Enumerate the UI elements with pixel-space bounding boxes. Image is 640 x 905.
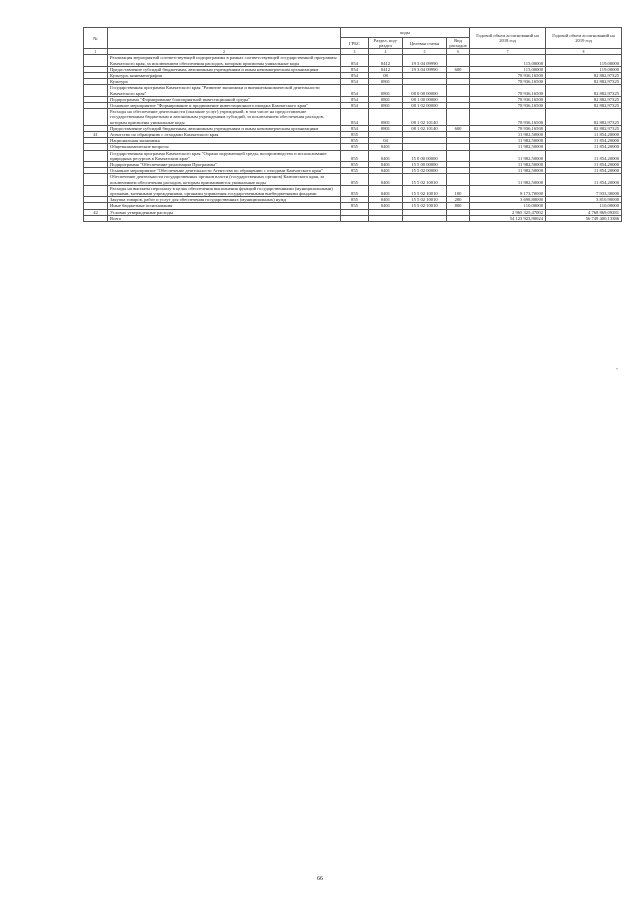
header-grbs: ГРБС [341,38,369,49]
header-row-1 [84,28,622,38]
cell-csr: 08 0 00 00000 [403,85,447,96]
cell-grbs: 854 [341,103,369,109]
cell-vol2019: 3 810,90000 [546,197,622,203]
table-row [84,174,622,185]
cell-name: Агентство по обращению с отходами Камчатского края [108,132,341,138]
column-index: 1 [84,49,108,55]
cell-csr: 19 3 04 09990 [403,55,447,66]
cell-name: Расходы на выплаты персоналу в целях обеспечения выполнения функций государственными (муниципальными) органами, казенными учреждениями, органами управления государственными внебюджетными фондами [108,185,341,196]
cell-no [84,215,108,221]
table-row [84,150,622,161]
cell-vol2019: 11 854,20000 [546,174,622,185]
cell-no [84,150,108,161]
cell-no [84,185,108,196]
table-row [84,132,622,138]
cell-vol2018: 3 698,80000 [470,197,546,203]
cell-vol2019: 11 854,20000 [546,138,622,144]
cell-csr: 08 1 00 00000 [403,96,447,102]
cell-vol2018: 11 982,50000 [470,174,546,185]
column-index: 2 [108,49,341,55]
cell-vr: 800 [447,203,470,209]
cell-grbs: 854 [341,109,369,126]
cell-csr: 15 5 02 10010 [403,185,447,196]
cell-vr: 600 [447,66,470,72]
cell-no: 42 [84,209,108,215]
cell-grbs: 854 [341,66,369,72]
cell-name: Государственная программа Камчатского края "Развитие экономики и внешнеэкономической деятельности Камчатского края" [108,85,341,96]
cell-razdel: 0801 [369,96,403,102]
header-csr: Целевая статья [403,38,447,49]
cell-no [84,85,108,96]
header-vol2019: Годовой объем ассигнований на 2019 год [546,28,622,49]
cell-vol2018: 78 936,16500 [470,85,546,96]
cell-name: Иные бюджетные ассигнования [108,203,341,209]
cell-vol2019: 11 854,20000 [546,168,622,174]
cell-razdel: 0401 [369,162,403,168]
table-row [84,185,622,196]
cell-grbs: 855 [341,144,369,150]
cell-vr: 100 [447,185,470,196]
cell-csr: 15 5 02 10010 [403,174,447,185]
cell-razdel: 0801 [369,125,403,131]
cell-grbs: 855 [341,203,369,209]
cell-csr: 15 5 02 10010 [403,197,447,203]
column-index: 3 [341,49,369,55]
cell-vol2019: 11 854,20000 [546,150,622,161]
cell-name: Всего [108,215,341,221]
cell-vol2018: 11 982,50000 [470,162,546,168]
table-row [84,66,622,72]
cell-vol2018: 78 936,16500 [470,96,546,102]
cell-csr: 15 5 02 00000 [403,168,447,174]
cell-razdel: 0412 [369,66,403,72]
cell-vol2018: 115,00000 [470,55,546,66]
cell-vr: 200 [447,197,470,203]
cell-vol2019: 82 882,97325 [546,73,622,79]
cell-vol2019: 119,00000 [546,66,622,72]
cell-vr [447,215,470,221]
cell-grbs [341,215,369,221]
header-vol2018: Годовой объем ассигнований на 2018 год [470,28,546,49]
header-name [108,28,341,49]
column-index: 6 [447,49,470,55]
cell-no: 41 [84,132,108,138]
cell-vr: 600 [447,125,470,131]
cell-csr: 08 1 02 10140 [403,125,447,131]
cell-razdel: 0401 [369,197,403,203]
header-vr: Вид расходов [447,38,470,49]
cell-name: Подпрограмма "Обеспечение реализации Программы" [108,162,341,168]
cell-name: Культура, кинематография [108,73,341,79]
cell-razdel: 0401 [369,144,403,150]
cell-grbs: 855 [341,150,369,161]
cell-vol2019: 82 882,97325 [546,79,622,85]
cell-vol2019: 7 933,30000 [546,185,622,196]
budget-table [83,27,622,222]
cell-vol2019: 82 882,97325 [546,125,622,131]
cell-vol2019: 11 854,20000 [546,132,622,138]
table-row [84,125,622,131]
cell-csr: 15 5 02 10010 [403,203,447,209]
cell-vol2018: 78 936,16500 [470,103,546,109]
cell-name: Общеэкономические вопросы [108,144,341,150]
page-number: 66 [317,876,323,882]
cell-grbs: 854 [341,125,369,131]
cell-vol2019: 82 882,97325 [546,85,622,96]
cell-name: Основное мероприятие "Формирование и продвижение инвестиционного имиджа Камчатского края" [108,103,341,109]
table-row [84,215,622,221]
cell-vr [447,150,470,161]
table-row [84,168,622,174]
cell-name: Национальная экономика [108,138,341,144]
cell-csr: 15 0 00 00000 [403,150,447,161]
column-index: 4 [369,49,403,55]
cell-vol2018: 78 936,16500 [470,125,546,131]
cell-name: Условно утвержденные расходы [108,209,341,215]
cell-grbs: 855 [341,174,369,185]
cell-razdel: 0401 [369,150,403,161]
cell-vol2019: 4 768 869,09281 [546,209,622,215]
cell-name: Основное мероприятие "Обеспечение деятельности Агентства по обращению с отходами Камчатского края" [108,168,341,174]
table-row [84,96,622,102]
cell-csr [403,215,447,221]
cell-razdel: 0401 [369,174,403,185]
cell-vol2018: 11 982,50000 [470,138,546,144]
cell-name: Расходы на обеспечение деятельности (оказание услуг) учреждений, в том числе на предоставление государственным бюджетным и автономным учреждениям субсидий, за исключением обеспечения расходов, которым присвоены уникальные коды [108,109,341,126]
cell-razdel: 0801 [369,109,403,126]
cell-razdel: 0401 [369,185,403,196]
cell-razdel: 0801 [369,85,403,96]
table-row [84,162,622,168]
table-row [84,103,622,109]
cell-no [84,55,108,66]
cell-csr: 15 5 00 00000 [403,162,447,168]
cell-grbs: 854 [341,85,369,96]
table-row [84,197,622,203]
cell-vol2019: 110,00000 [546,203,622,209]
cell-grbs: 855 [341,185,369,196]
cell-name: Предоставление субсидий бюджетным, автономным учреждениям и иным некоммерческим организациям [108,125,341,131]
cell-name: Культура [108,79,341,85]
cell-razdel: 0401 [369,203,403,209]
cell-razdel: 0801 [369,79,403,85]
table-row [84,203,622,209]
cell-name: Обеспечение деятельности государственных органов власти (государственных органов) Камчатского края, за исключением обеспечения расходов, которым присваиваются уникальные коды [108,174,341,185]
table-row [84,55,622,66]
cell-razdel [369,215,403,221]
cell-csr: 08 1 02 10140 [403,109,447,126]
cell-vol2018: 110,00000 [470,203,546,209]
cell-vol2019: 56 749 400,13386 [546,215,622,221]
cell-razdel: 0401 [369,168,403,174]
cell-grbs: 854 [341,73,369,79]
cell-vr [447,85,470,96]
column-index: 8 [546,49,622,55]
table-row [84,144,622,150]
cell-vol2018: 115,00000 [470,66,546,72]
cell-grbs: 854 [341,79,369,85]
cell-vr [447,109,470,126]
cell-vr [447,174,470,185]
cell-vr [447,55,470,66]
cell-grbs: 855 [341,168,369,174]
cell-vol2019: 82 882,97325 [546,96,622,102]
header-no: № [84,28,108,49]
cell-name: Предоставление субсидий бюджетным, автономным учреждениям и иным некоммерческим организациям [108,66,341,72]
cell-vol2018: 11 982,50000 [470,150,546,161]
cell-vol2018: 78 936,16500 [470,73,546,79]
cell-vol2019: 11 854,20000 [546,162,622,168]
header-codes: коды [341,28,470,38]
cell-name: Реализация мероприятий соответствующей подпрограммы в рамках соответствующей государственной программы Камчатского края, за исключением обеспечения расходов, которым присвоены уникальные коды [108,55,341,66]
header-razdel: Раздел, под-раздел [369,38,403,49]
cell-grbs: 855 [341,132,369,138]
cell-csr: 08 1 02 00000 [403,103,447,109]
corner-mark: * [616,367,618,372]
cell-vol2019: 11 854,20000 [546,144,622,150]
cell-razdel: 0412 [369,55,403,66]
cell-grbs: 855 [341,197,369,203]
cell-vol2018: 8 173,70000 [470,185,546,196]
cell-vol2019: 82 882,97325 [546,109,622,126]
cell-vol2018: 11 982,50000 [470,168,546,174]
cell-name: Государственная программа Камчатского края "Охрана окружающей среды, воспроизводство и использование природных ресурсов в Камчатском крае" [108,150,341,161]
column-index: 7 [470,49,546,55]
cell-csr: 19 3 04 09990 [403,66,447,72]
cell-vol2019: 82 882,97325 [546,103,622,109]
cell-razdel: 04 [369,138,403,144]
table-row [84,109,622,126]
cell-vol2018: 2 965 325,47002 [470,209,546,215]
cell-grbs: 854 [341,96,369,102]
cell-no [84,174,108,185]
cell-vol2018: 11 982,50000 [470,132,546,138]
cell-razdel: 0801 [369,103,403,109]
cell-vol2019: 119,00000 [546,55,622,66]
cell-vol2018: 78 936,16500 [470,79,546,85]
cell-razdel: 08 [369,73,403,79]
cell-vol2018: 54 123 923,90024 [470,215,546,221]
cell-grbs: 855 [341,162,369,168]
column-index: 5 [403,49,447,55]
cell-name: Закупка товаров, работ и услуг для обеспечения государственных (муниципальных) нужд [108,197,341,203]
cell-grbs: 855 [341,138,369,144]
cell-name: Подпрограмма "Формирование благоприятной инвестиционной среды" [108,96,341,102]
table-row [84,85,622,96]
cell-grbs: 854 [341,55,369,66]
cell-vol2018: 11 982,50000 [470,144,546,150]
cell-vol2018: 78 936,16500 [470,109,546,126]
cell-no [84,109,108,126]
